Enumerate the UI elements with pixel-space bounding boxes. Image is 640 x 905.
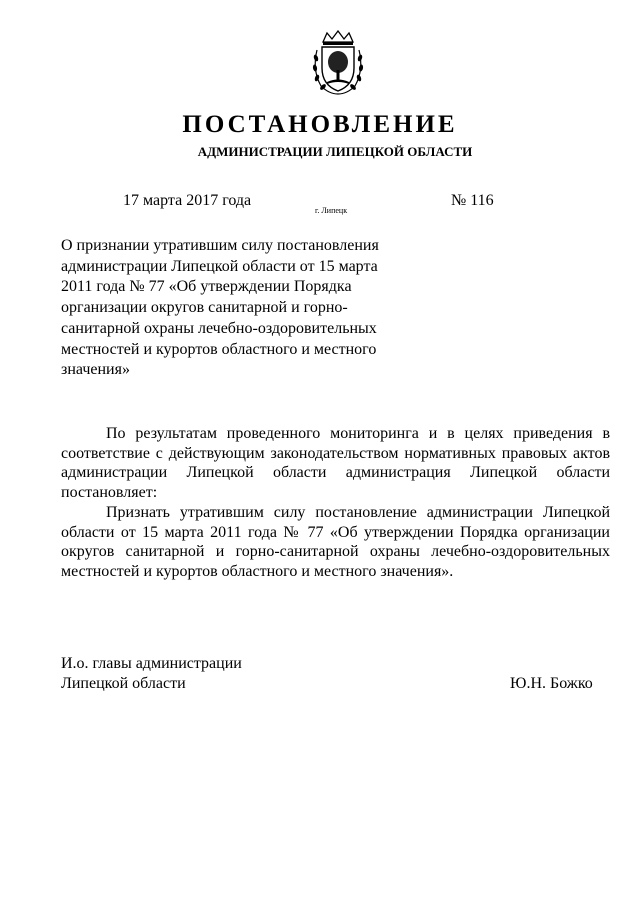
body-paragraph-preamble: По результатам проведенного мониторинга и в целях приведения в соответствие с действующим законодательством нормативных правовых актов администрации Липецкой области администрация Липецкой области постановляет: bbox=[61, 425, 610, 502]
heading-line: организации округов санитарной и горно- bbox=[61, 299, 348, 317]
issuing-authority: АДМИНИСТРАЦИИ ЛИПЕЦКОЙ ОБЛАСТИ bbox=[197, 144, 473, 159]
document-number: № 116 bbox=[451, 192, 494, 209]
body-paragraph-resolution: Признать утратившим силу постановление администрации Липецкой области от 15 марта 2011 года № 77 «Об утверждении Порядка организации округов санитарной и горно-санитарной охраны лечебно-оздоровительных местностей и курортов областного и местного значения». bbox=[61, 503, 610, 580]
heading-line: местностей и курортов областного и местного bbox=[61, 340, 377, 358]
heading-line: 2011 года № 77 «Об утверждении Порядка bbox=[61, 278, 352, 296]
signatory-position-line: И.о. главы администрации bbox=[61, 655, 242, 672]
document-city: г. Липецк bbox=[315, 206, 348, 215]
document-title: ПОСТАНОВЛЕНИЕ bbox=[182, 111, 458, 138]
signatory-name: Ю.Н. Божко bbox=[510, 675, 593, 692]
document-body bbox=[61, 424, 610, 582]
signatory-position-line: Липецкой области bbox=[61, 675, 186, 692]
heading-line: значения» bbox=[61, 361, 130, 379]
heading-line: санитарной охраны лечебно-оздоровительных bbox=[61, 319, 377, 337]
document-heading bbox=[61, 236, 391, 381]
coat-of-arms-emblem bbox=[311, 30, 365, 96]
heading-line: администрации Липецкой области от 15 марта bbox=[61, 257, 378, 275]
document-date: 17 марта 2017 года bbox=[123, 192, 252, 209]
signatory-position bbox=[61, 654, 242, 694]
heading-line: О признании утратившим силу постановления bbox=[61, 237, 379, 254]
